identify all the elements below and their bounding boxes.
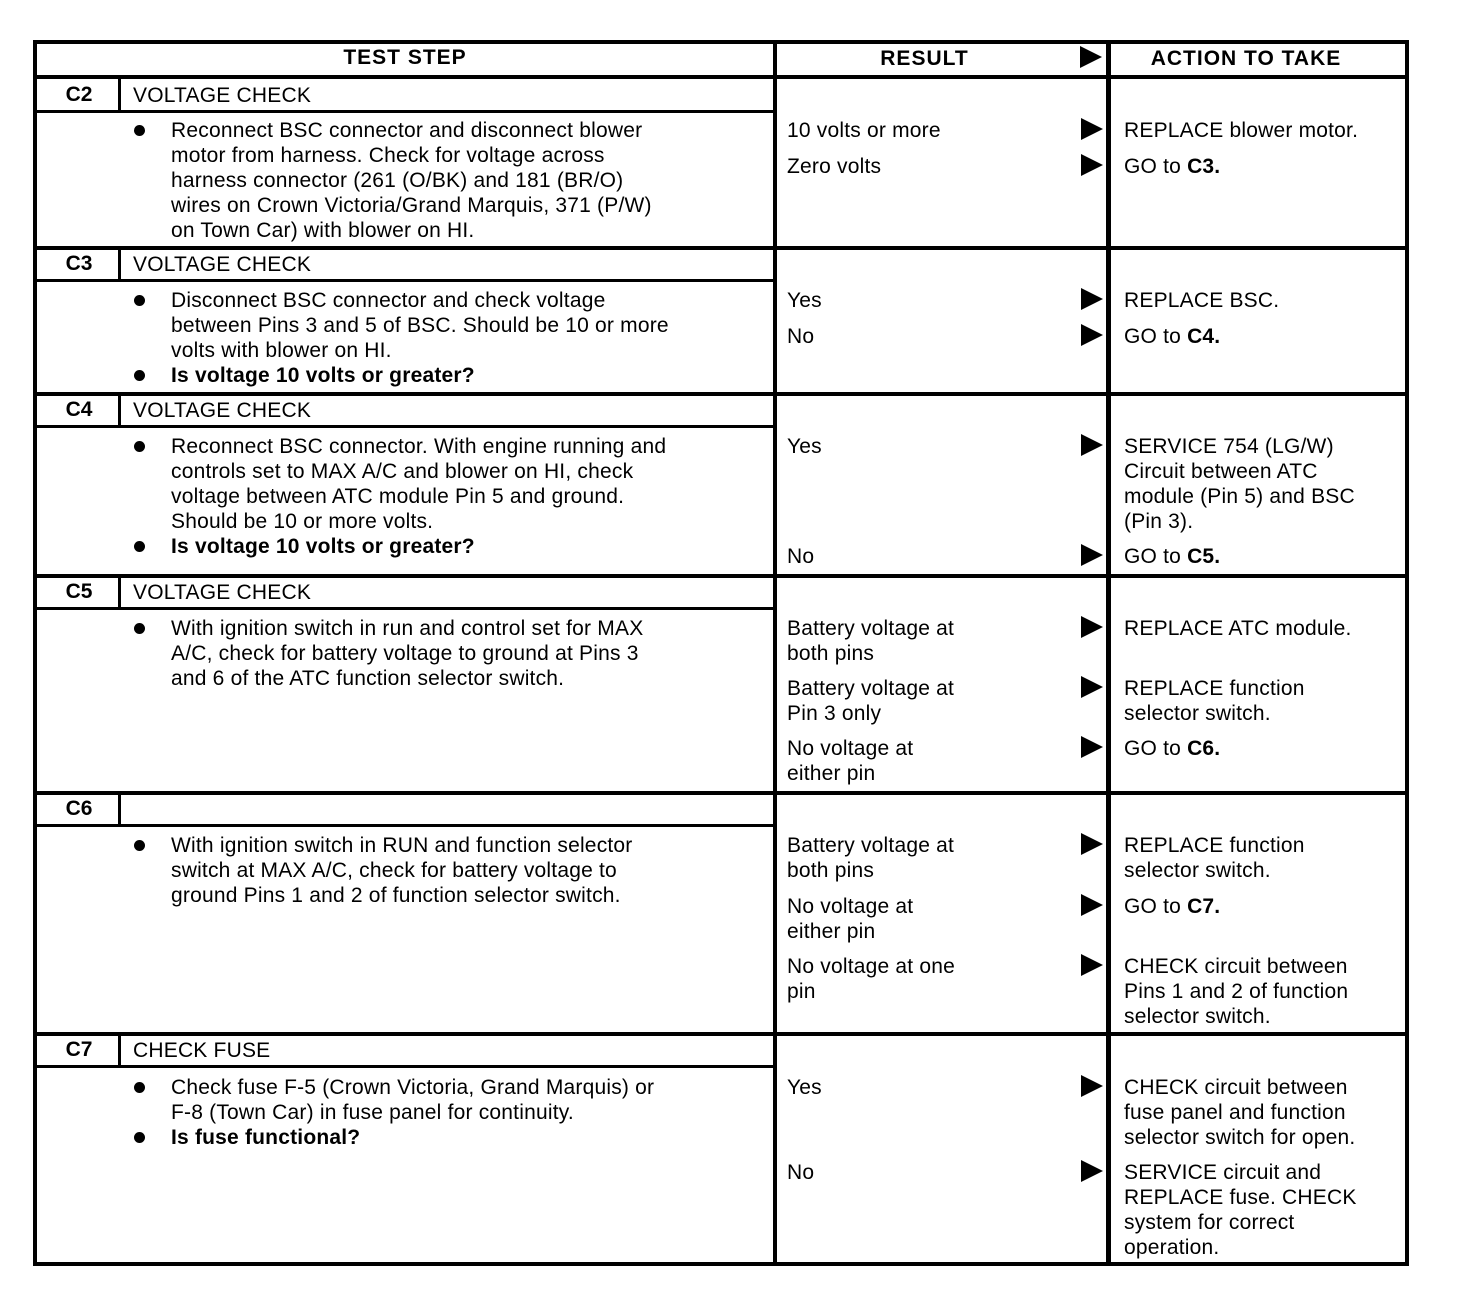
step-title-rule (37, 824, 773, 827)
test-step-text: With ignition switch in run and control set for MAX (171, 617, 644, 640)
test-step-text: and 6 of the ATC function selector switch. (171, 667, 565, 690)
step-id: C5 (65, 580, 93, 603)
test-step-text: harness connector (261 (O/BK) and 181 (BR/O) (171, 169, 624, 192)
action-text: Circuit between ATC (1124, 460, 1318, 483)
result-text: No (787, 1161, 815, 1184)
bullet-icon (134, 295, 145, 306)
action-text: GO to C5. (1124, 545, 1221, 568)
action-text: (Pin 3). (1124, 510, 1194, 533)
action-text: system for correct (1124, 1211, 1295, 1234)
action-text: CHECK circuit between (1124, 955, 1348, 978)
action-text: REPLACE function (1124, 834, 1305, 857)
step-title: VOLTAGE CHECK (133, 581, 312, 604)
bullet-icon (134, 541, 145, 552)
step-title-rule (37, 607, 773, 610)
action-text: selector switch. (1124, 702, 1271, 725)
result-arrow-icon (1081, 736, 1103, 758)
goto-step-ref: C3. (1187, 155, 1221, 178)
goto-step-ref: C5. (1187, 545, 1221, 568)
step-separator (33, 392, 1409, 396)
test-step-text: With ignition switch in RUN and function selector (171, 834, 633, 857)
test-step-text: A/C, check for battery voltage to ground at Pins 3 (171, 642, 639, 665)
result-text: No (787, 545, 815, 568)
result-arrow-icon (1081, 1075, 1103, 1097)
test-step-text: wires on Crown Victoria/Grand Marquis, 371 (P/W) (171, 194, 652, 217)
result-text: No voltage at (787, 895, 914, 918)
action-text: SERVICE 754 (LG/W) (1124, 435, 1334, 458)
result-text: both pins (787, 859, 875, 882)
result-arrow-icon (1081, 288, 1103, 310)
test-step-text: volts with blower on HI. (171, 339, 392, 362)
test-step-text: F-8 (Town Car) in fuse panel for continuity. (171, 1101, 574, 1124)
bullet-icon (134, 125, 145, 136)
result-arrow-icon (1081, 833, 1103, 855)
header-rule (33, 75, 1409, 79)
result-text: No voltage at one (787, 955, 956, 978)
test-step-text: Check fuse F-5 (Crown Victoria, Grand Marquis) or (171, 1076, 655, 1099)
test-step-text: Reconnect BSC connector. With engine running and (171, 435, 667, 458)
test-step-text: Is voltage 10 volts or greater? (171, 535, 475, 558)
step-id-divider (118, 576, 121, 607)
step-id: C3 (65, 252, 93, 275)
step-title-rule (37, 279, 773, 282)
test-step-text: motor from harness. Check for voltage across (171, 144, 605, 167)
action-text: selector switch for open. (1124, 1126, 1356, 1149)
result-arrow-icon (1081, 894, 1103, 916)
header-test-step: TEST STEP (343, 46, 467, 69)
result-arrow-icon (1081, 616, 1103, 638)
goto-step-ref: C7. (1187, 895, 1221, 918)
column-divider-result-action (1106, 40, 1111, 1266)
step-id: C6 (65, 797, 93, 820)
action-text: GO to C6. (1124, 737, 1221, 760)
result-arrow-icon (1081, 118, 1103, 140)
action-text: selector switch. (1124, 859, 1271, 882)
step-id-divider (118, 394, 121, 425)
step-title: VOLTAGE CHECK (133, 253, 312, 276)
step-title: VOLTAGE CHECK (133, 84, 312, 107)
result-arrow-icon (1081, 954, 1103, 976)
test-step-text: Reconnect BSC connector and disconnect blower (171, 119, 643, 142)
result-text: Zero volts (787, 155, 882, 178)
action-text: operation. (1124, 1236, 1220, 1259)
step-id: C4 (65, 398, 93, 421)
step-id-divider (118, 793, 121, 824)
header-action-to-take: ACTION TO TAKE (1150, 47, 1342, 70)
bullet-icon (134, 1132, 145, 1143)
step-separator (33, 574, 1409, 578)
result-arrow-icon (1081, 324, 1103, 346)
column-divider-test-result (773, 40, 777, 1266)
step-id-divider (118, 248, 121, 279)
step-title: CHECK FUSE (133, 1039, 271, 1062)
step-id-divider (118, 79, 121, 110)
test-step-text: controls set to MAX A/C and blower on HI, check (171, 460, 634, 483)
action-text: REPLACE BSC. (1124, 289, 1280, 312)
result-arrow-icon (1081, 676, 1103, 698)
bullet-icon (134, 441, 145, 452)
goto-step-ref: C4. (1187, 325, 1221, 348)
action-text: REPLACE fuse. CHECK (1124, 1186, 1357, 1209)
test-step-text: voltage between ATC module Pin 5 and ground. (171, 485, 625, 508)
result-text: Battery voltage at (787, 677, 955, 700)
result-text: No (787, 325, 815, 348)
test-step-text: Disconnect BSC connector and check voltage (171, 289, 606, 312)
action-text: Pins 1 and 2 of function (1124, 980, 1349, 1003)
result-text: either pin (787, 920, 876, 943)
test-step-text: Should be 10 or more volts. (171, 510, 434, 533)
step-separator (33, 791, 1409, 795)
step-title-rule (37, 425, 773, 428)
result-text: Battery voltage at (787, 834, 955, 857)
step-separator (33, 246, 1409, 250)
goto-step-ref: C6. (1187, 737, 1221, 760)
header-arrow-icon (1080, 46, 1102, 68)
test-step-text: on Town Car) with blower on HI. (171, 219, 475, 242)
result-text: either pin (787, 762, 876, 785)
step-id: C2 (65, 83, 93, 106)
action-text: GO to C7. (1124, 895, 1221, 918)
step-title-rule (37, 110, 773, 113)
action-text: REPLACE blower motor. (1124, 119, 1359, 142)
action-text: module (Pin 5) and BSC (1124, 485, 1355, 508)
bullet-icon (134, 370, 145, 381)
bullet-icon (134, 1082, 145, 1093)
result-text: 10 volts or more (787, 119, 941, 142)
result-text: Battery voltage at (787, 617, 955, 640)
result-text: Yes (787, 1076, 822, 1099)
test-step-text: between Pins 3 and 5 of BSC. Should be 10 or more (171, 314, 669, 337)
result-arrow-icon (1081, 544, 1103, 566)
result-arrow-icon (1081, 1160, 1103, 1182)
action-text: selector switch. (1124, 1005, 1271, 1028)
step-id: C7 (65, 1038, 93, 1061)
action-text: GO to C4. (1124, 325, 1221, 348)
action-text: fuse panel and function (1124, 1101, 1346, 1124)
action-text: SERVICE circuit and (1124, 1161, 1322, 1184)
bullet-icon (134, 623, 145, 634)
result-text: pin (787, 980, 816, 1003)
bullet-icon (134, 840, 145, 851)
header-result: RESULT (880, 47, 969, 70)
result-text: No voltage at (787, 737, 914, 760)
result-arrow-icon (1081, 154, 1103, 176)
test-step-text: switch at MAX A/C, check for battery voltage to (171, 859, 617, 882)
action-text: CHECK circuit between (1124, 1076, 1348, 1099)
test-step-text: ground Pins 1 and 2 of function selector switch. (171, 884, 621, 907)
action-text: REPLACE function (1124, 677, 1305, 700)
result-arrow-icon (1081, 434, 1103, 456)
step-separator (33, 1032, 1409, 1036)
result-text: Yes (787, 435, 822, 458)
test-step-text: Is fuse functional? (171, 1126, 361, 1149)
result-text: Pin 3 only (787, 702, 882, 725)
step-id-divider (118, 1034, 121, 1065)
test-step-text: Is voltage 10 volts or greater? (171, 364, 475, 387)
step-title: VOLTAGE CHECK (133, 399, 312, 422)
step-title-rule (37, 1065, 773, 1068)
result-text: both pins (787, 642, 875, 665)
action-text: GO to C3. (1124, 155, 1221, 178)
action-text: REPLACE ATC module. (1124, 617, 1352, 640)
result-text: Yes (787, 289, 822, 312)
